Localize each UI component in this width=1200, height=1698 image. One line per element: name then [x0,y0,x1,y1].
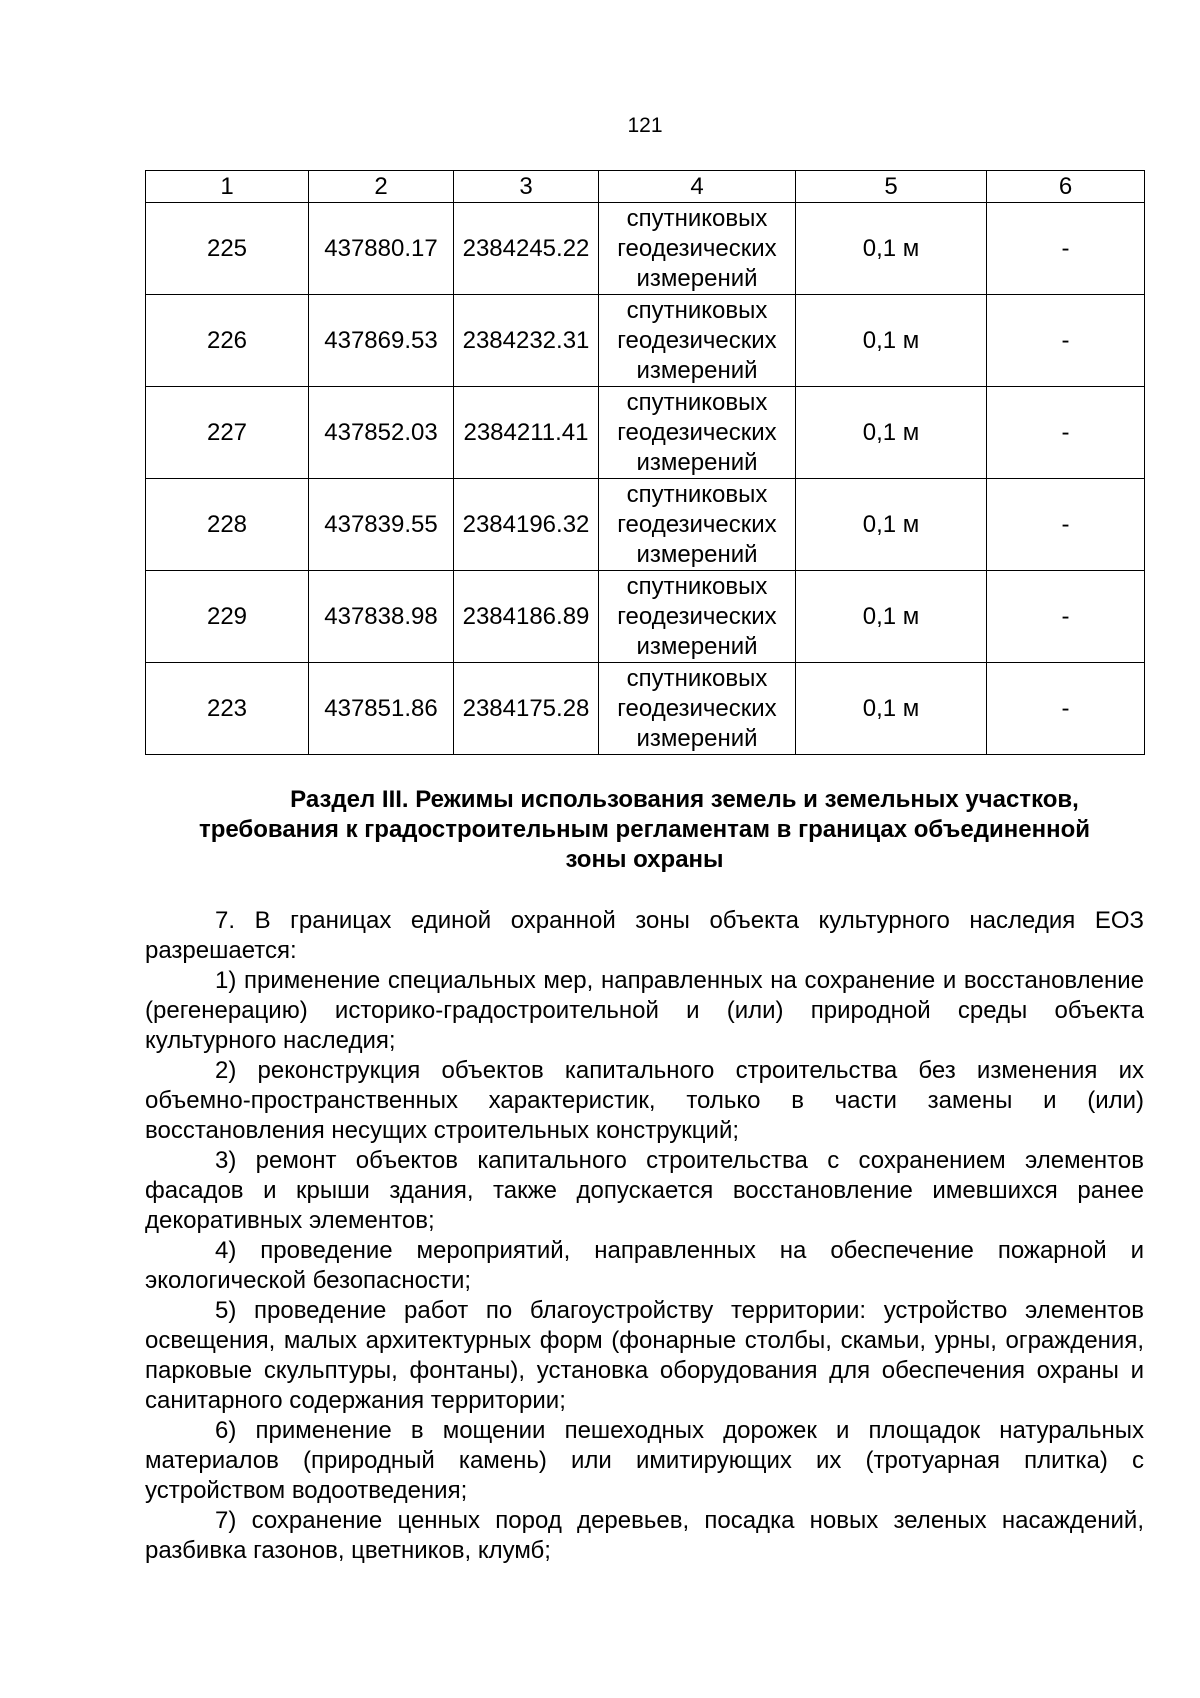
page-number: 121 [627,114,663,137]
header-cell: 3 [454,171,599,203]
paragraph: 4) проведение мероприятий, направленных на обеспечение пожарной и экологической безопасности; [145,1237,1144,1294]
section-heading-line: требования к градостроительным регламентам в границах объединенной [198,816,1091,843]
x-coordinate-cell: 437852.03 [309,387,454,479]
accuracy-cell: 0,1 м [796,295,987,387]
method-cell: спутниковых геодезических измерений [599,295,796,387]
y-coordinate-cell: 2384175.28 [454,663,599,755]
method-cell: спутниковых геодезических измерений [599,387,796,479]
table-row [146,203,1145,295]
point-number-cell: 225 [146,203,309,295]
section-heading-line: зоны охраны [565,846,724,873]
regulation-text [145,906,1144,1566]
paragraph: 1) применение специальных мер, направленных на сохранение и восстановление (регенерацию) историко-градостроительной и (или) природной среды объекта культурного наследия; [145,967,1144,1054]
accuracy-cell: 0,1 м [796,663,987,755]
table-row [146,663,1145,755]
x-coordinate-cell: 437838.98 [309,571,454,663]
table-header-row [146,171,1145,203]
section-heading-line: Раздел III. Режимы использования земель и земельных участков, [290,786,1079,813]
point-number-cell: 228 [146,479,309,571]
method-cell: спутниковых геодезических измерений [599,479,796,571]
x-coordinate-cell: 437869.53 [309,295,454,387]
accuracy-cell: 0,1 м [796,479,987,571]
point-number-cell: 229 [146,571,309,663]
paragraph: 3) ремонт объектов капитального строительства с сохранением элементов фасадов и крыши здания, также допускается восстановление имевшихся ранее декоративных элементов; [145,1147,1144,1234]
y-coordinate-cell: 2384245.22 [454,203,599,295]
y-coordinate-cell: 2384232.31 [454,295,599,387]
header-cell: 2 [309,171,454,203]
method-cell: спутниковых геодезических измерений [599,663,796,755]
point-number-cell: 223 [146,663,309,755]
table-row [146,295,1145,387]
point-number-cell: 227 [146,387,309,479]
y-coordinate-cell: 2384196.32 [454,479,599,571]
table-row [146,571,1145,663]
y-coordinate-cell: 2384211.41 [454,387,599,479]
paragraph: 7. В границах единой охранной зоны объекта культурного наследия ЕОЗ разрешается: [145,907,1144,964]
paragraph: 7) сохранение ценных пород деревьев, посадка новых зеленых насаждений, разбивка газонов, цветников, клумб; [145,1507,1144,1564]
accuracy-cell: 0,1 м [796,571,987,663]
point-number-cell: 226 [146,295,309,387]
note-cell: - [987,571,1145,663]
header-cell: 5 [796,171,987,203]
header-cell: 4 [599,171,796,203]
paragraph: 6) применение в мощении пешеходных дорожек и площадок натуральных материалов (природный камень) или имитирующих их (тротуарная плитка) с устройством водоотведения; [145,1417,1144,1504]
y-coordinate-cell: 2384186.89 [454,571,599,663]
paragraph: 2) реконструкция объектов капитального строительства без изменения их объемно-пространственных характеристик, только в части замены и (или) восстановления несущих строительных конструкций; [145,1057,1144,1144]
accuracy-cell: 0,1 м [796,387,987,479]
note-cell: - [987,663,1145,755]
paragraph: 5) проведение работ по благоустройству территории: устройство элементов освещения, малых архитектурных форм (фонарные столбы, скамьи, урны, ограждения, парковые скульптуры, фонтаны), установка оборудования для обеспечения охраны и санитарного содержания территории; [145,1297,1144,1414]
method-cell: спутниковых геодезических измерений [599,203,796,295]
accuracy-cell: 0,1 м [796,203,987,295]
note-cell: - [987,479,1145,571]
method-cell: спутниковых геодезических измерений [599,571,796,663]
table-row [146,479,1145,571]
table-row [146,387,1145,479]
x-coordinate-cell: 437839.55 [309,479,454,571]
coordinates-table [145,170,1145,755]
note-cell: - [987,295,1145,387]
header-cell: 1 [146,171,309,203]
x-coordinate-cell: 437851.86 [309,663,454,755]
note-cell: - [987,387,1145,479]
section-heading [145,785,1144,875]
header-cell: 6 [987,171,1145,203]
note-cell: - [987,203,1145,295]
x-coordinate-cell: 437880.17 [309,203,454,295]
